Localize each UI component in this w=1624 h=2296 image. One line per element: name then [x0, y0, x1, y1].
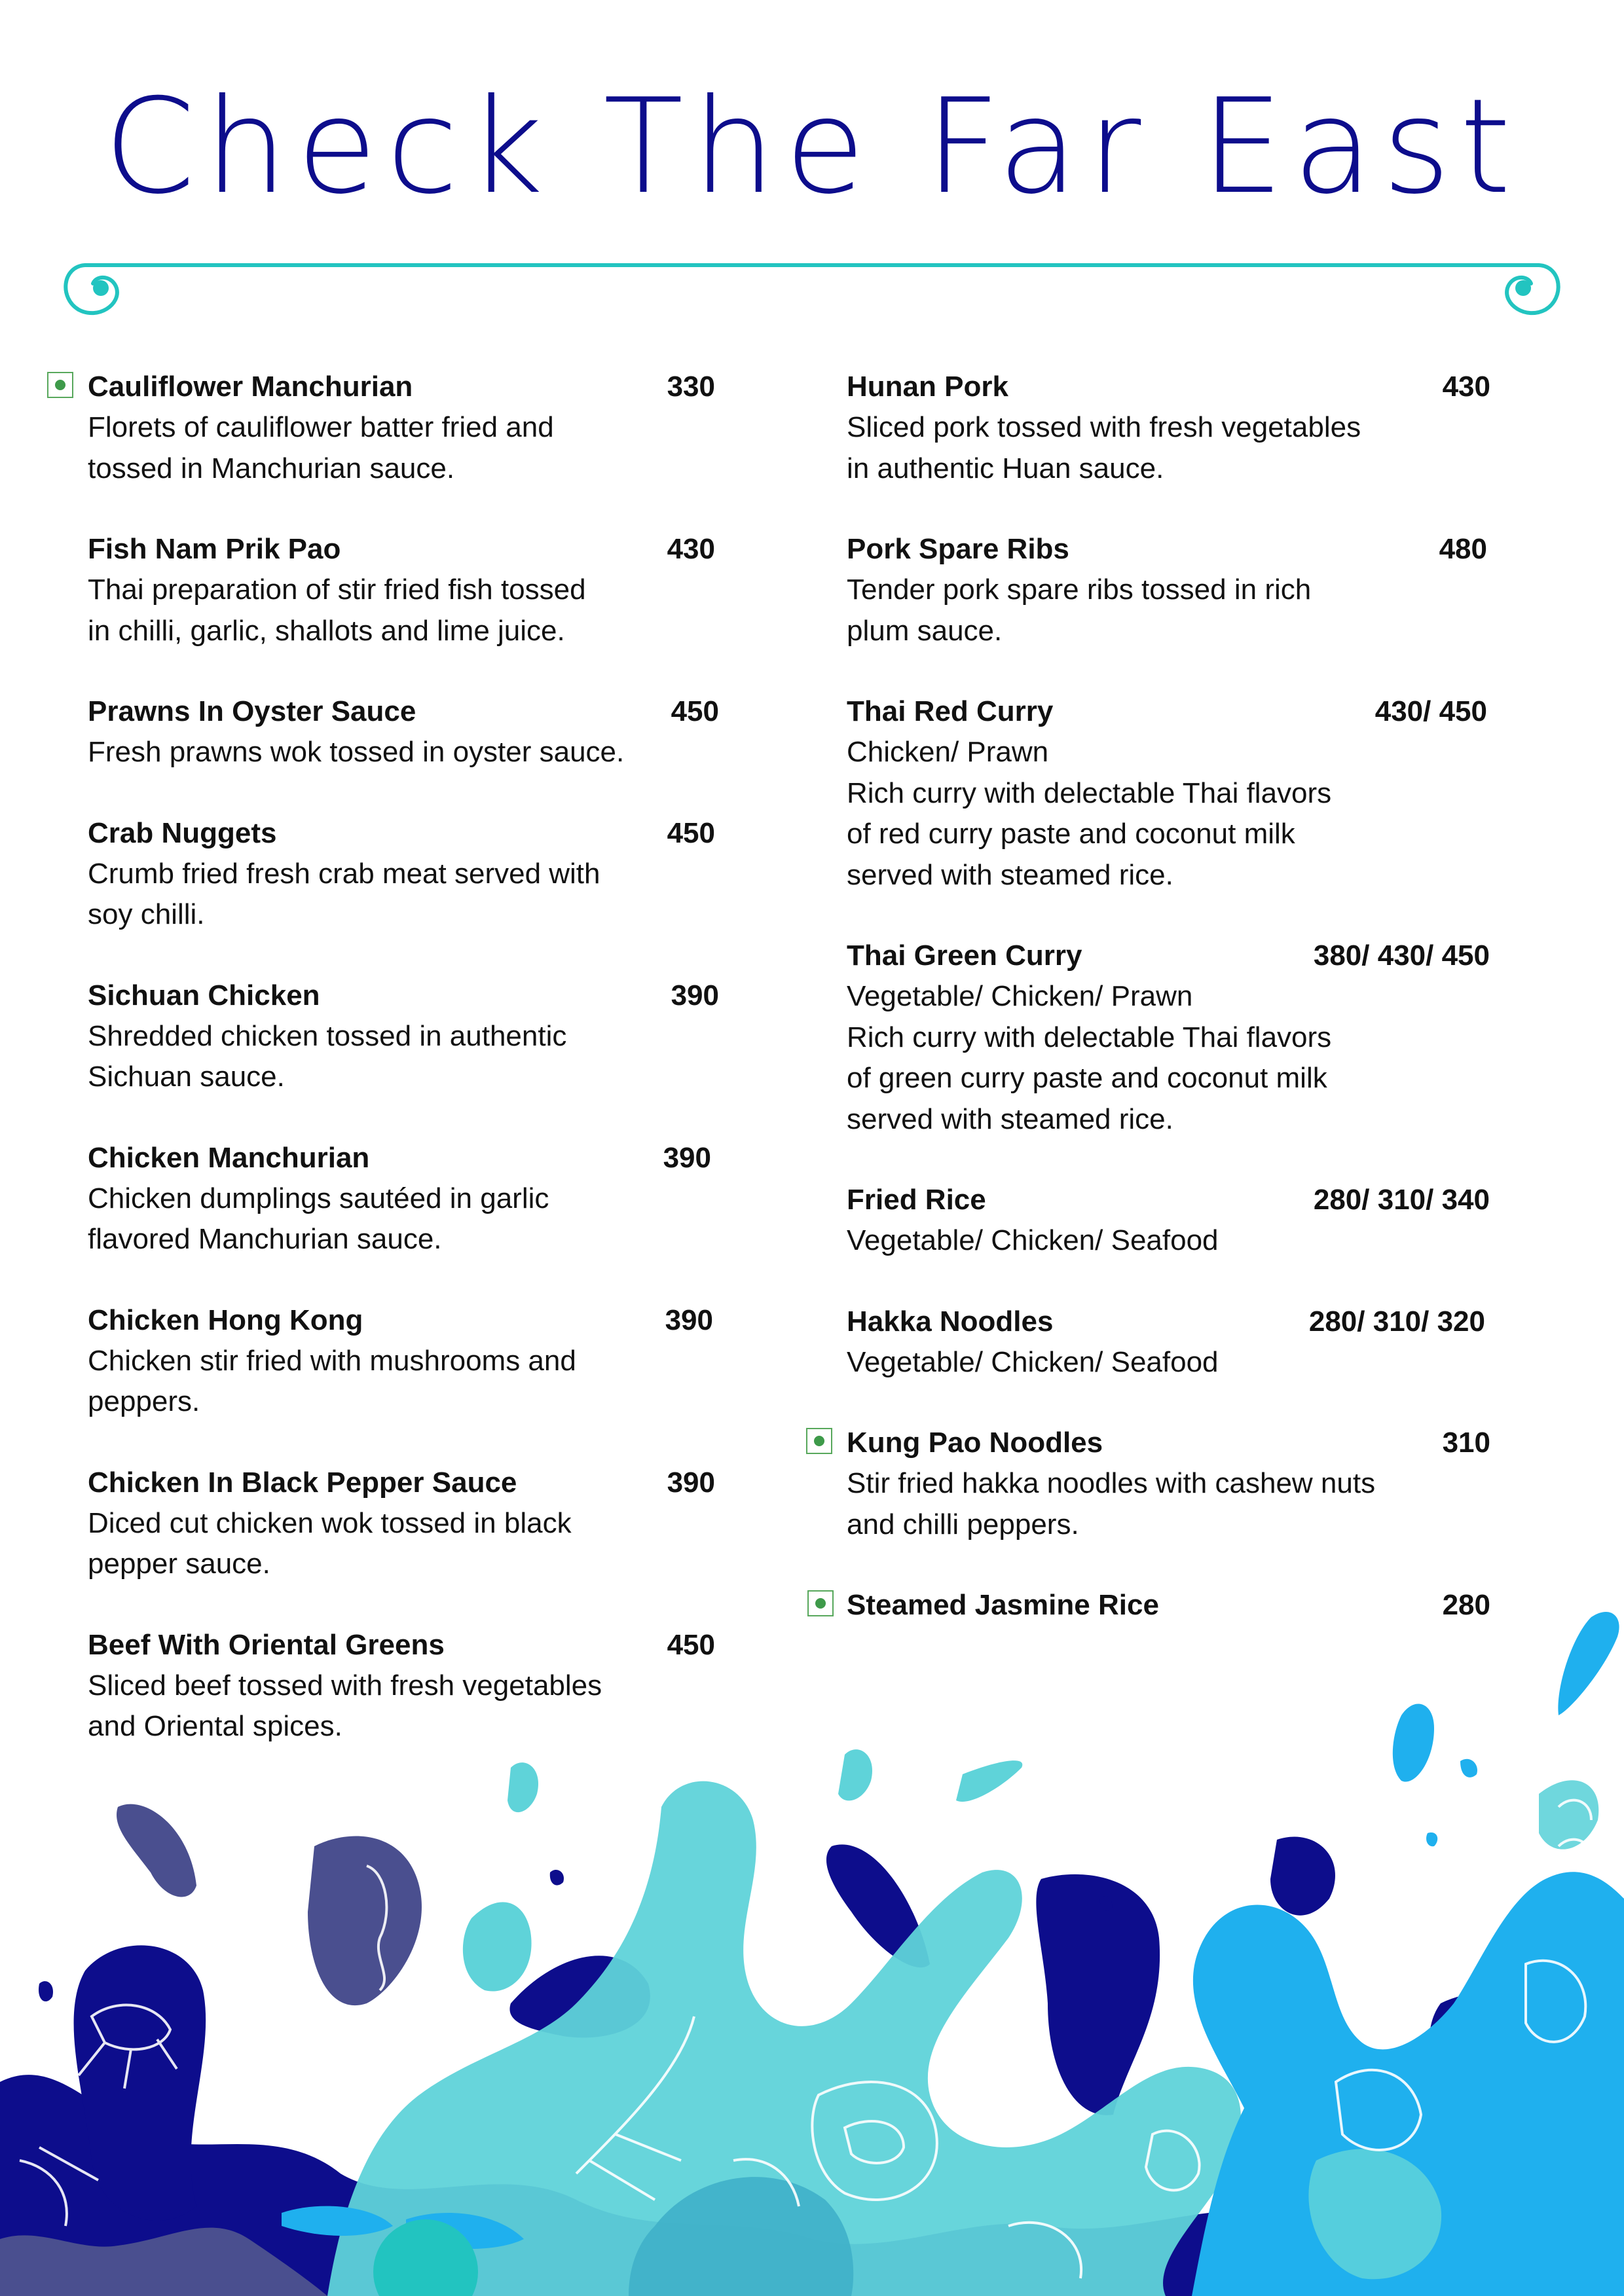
- item-price: 280/ 310/ 340: [1313, 1184, 1490, 1216]
- item-price: 280/ 310/ 320: [1308, 1305, 1485, 1338]
- item-price: 390: [663, 1141, 711, 1174]
- item-name: Hunan Pork: [847, 371, 1008, 403]
- item-price: 310: [1442, 1427, 1490, 1459]
- item-name: Pork Spare Ribs: [847, 533, 1069, 565]
- veg-indicator-icon: [806, 1428, 832, 1454]
- menu-item: [88, 529, 762, 651]
- menu-column-right: [847, 367, 1521, 1666]
- item-name: Chicken Manchurian: [88, 1141, 370, 1174]
- item-description: of green curry paste and coconut milk: [847, 1062, 1327, 1094]
- item-price: 430/ 450: [1375, 695, 1487, 727]
- item-name: Sichuan Chicken: [88, 979, 320, 1011]
- item-description: in chilli, garlic, shallots and lime juice.: [88, 614, 565, 647]
- title-flourish-divider: [59, 252, 1565, 331]
- item-description: Sliced beef tossed with fresh vegetables: [88, 1669, 602, 1702]
- item-options: Vegetable/ Chicken/ Prawn: [847, 980, 1193, 1012]
- sea-creatures-splash-illustration: [0, 1597, 1624, 2296]
- item-name: Fish Nam Prik Pao: [88, 533, 341, 565]
- item-description: served with steamed rice.: [847, 1102, 1173, 1135]
- item-description: Shredded chicken tossed in authentic: [88, 1019, 567, 1052]
- item-name: Cauliflower Manchurian: [88, 371, 413, 403]
- item-name: Chicken In Black Pepper Sauce: [88, 1466, 517, 1499]
- item-price: 450: [667, 1628, 715, 1661]
- menu-item: [88, 691, 762, 773]
- item-name: Steamed Jasmine Rice: [847, 1589, 1159, 1621]
- menu-item: [847, 367, 1521, 489]
- item-description: Sichuan sauce.: [88, 1061, 285, 1093]
- item-description: Sliced pork tossed with fresh vegetables: [847, 411, 1361, 443]
- item-price: 380/ 430/ 450: [1313, 939, 1490, 972]
- item-description: flavored Manchurian sauce.: [88, 1223, 442, 1255]
- item-name: Thai Green Curry: [847, 939, 1082, 972]
- item-name: Prawns In Oyster Sauce: [88, 695, 416, 727]
- item-name: Chicken Hong Kong: [88, 1303, 363, 1336]
- item-name: Thai Red Curry: [847, 695, 1054, 727]
- item-price: 430: [667, 533, 715, 565]
- item-description: Florets of cauliflower batter fried and: [88, 411, 554, 443]
- item-description: and Oriental spices.: [88, 1710, 342, 1742]
- item-description: Rich curry with delectable Thai flavors: [847, 1021, 1332, 1053]
- menu-item: [88, 1463, 762, 1585]
- menu-item: [847, 529, 1521, 651]
- item-options: Vegetable/ Chicken/ Seafood: [847, 1345, 1219, 1378]
- item-price: 480: [1439, 533, 1487, 565]
- item-price: 430: [1442, 371, 1490, 403]
- item-description: tossed in Manchurian sauce.: [88, 452, 455, 484]
- item-name: Crab Nuggets: [88, 816, 277, 849]
- menu-item: [847, 936, 1521, 1140]
- item-description: Fresh prawns wok tossed in oyster sauce.: [88, 736, 625, 768]
- item-description: served with steamed rice.: [847, 858, 1173, 891]
- item-price: 450: [671, 695, 719, 727]
- item-price: 390: [665, 1303, 713, 1336]
- item-price: 330: [667, 371, 715, 403]
- item-description: Chicken stir fried with mushrooms and: [88, 1344, 576, 1377]
- menu-item: [88, 1300, 762, 1423]
- item-name: Beef With Oriental Greens: [88, 1628, 445, 1661]
- item-description: Chicken dumplings sautéed in garlic: [88, 1182, 549, 1214]
- menu-item: [88, 975, 762, 1098]
- menu-column-left: [88, 367, 762, 1787]
- item-price: 390: [671, 979, 719, 1011]
- item-description: peppers.: [88, 1385, 200, 1417]
- veg-indicator-icon: [47, 372, 73, 398]
- menu-item: [847, 1302, 1521, 1383]
- item-description: and chilli peppers.: [847, 1508, 1079, 1540]
- item-description: plum sauce.: [847, 614, 1003, 647]
- item-description: of red curry paste and coconut milk: [847, 818, 1295, 850]
- menu-item: [847, 691, 1521, 896]
- item-description: Stir fried hakka noodles with cashew nuts: [847, 1467, 1376, 1499]
- item-price: 390: [667, 1466, 715, 1499]
- menu-item: [847, 1180, 1521, 1262]
- item-description: Tender pork spare ribs tossed in rich: [847, 574, 1312, 606]
- item-description: Diced cut chicken wok tossed in black: [88, 1506, 572, 1539]
- menu-item: [88, 1138, 762, 1260]
- item-options: Vegetable/ Chicken/ Seafood: [847, 1224, 1219, 1256]
- item-price: 280: [1442, 1589, 1490, 1621]
- page-title: Check The Far East: [103, 71, 1521, 223]
- item-description: soy chilli.: [88, 898, 205, 930]
- item-name: Kung Pao Noodles: [847, 1427, 1103, 1459]
- item-description: in authentic Huan sauce.: [847, 452, 1164, 484]
- item-name: Hakka Noodles: [847, 1305, 1054, 1338]
- item-description: Thai preparation of stir fried fish tossed: [88, 574, 586, 606]
- menu-item: [88, 367, 762, 489]
- item-name: Fried Rice: [847, 1184, 986, 1216]
- item-description: pepper sauce.: [88, 1548, 270, 1580]
- item-price: 450: [667, 816, 715, 849]
- item-description: Rich curry with delectable Thai flavors: [847, 776, 1332, 809]
- menu-item: [88, 813, 762, 936]
- menu-item: [847, 1423, 1521, 1545]
- item-options: Chicken/ Prawn: [847, 736, 1049, 768]
- item-description: Crumb fried fresh crab meat served with: [88, 857, 600, 890]
